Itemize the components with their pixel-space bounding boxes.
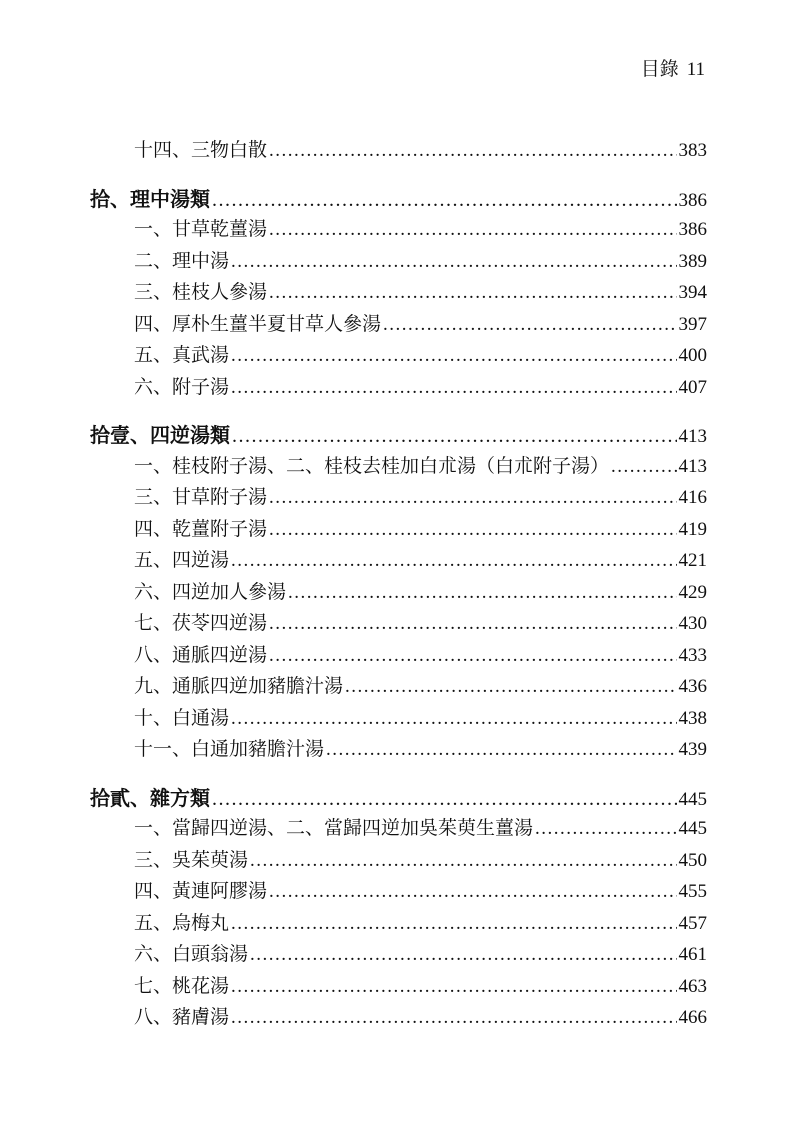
toc-category-label: 拾壹、四逆湯類 (90, 423, 230, 447)
toc-entry[interactable] (90, 1002, 707, 1034)
toc-entry-label: 四、厚朴生薑半夏甘草人參湯 (134, 312, 382, 335)
toc-category[interactable] (90, 782, 707, 814)
toc-entry-page: 438 (678, 707, 707, 729)
toc-entry-page: 436 (678, 676, 707, 697)
toc-entry[interactable] (90, 372, 707, 404)
toc-entry-page: 457 (678, 912, 707, 934)
toc-entry-page: 466 (678, 1007, 707, 1028)
dot-leader (535, 818, 676, 840)
toc-entry[interactable] (90, 876, 707, 908)
toc-entry[interactable] (90, 939, 707, 971)
toc-category-page: 445 (678, 788, 707, 810)
toc-category[interactable] (90, 419, 707, 451)
toc-entry-page: 383 (678, 140, 707, 161)
toc-entry-page: 429 (678, 581, 707, 603)
toc-entry[interactable] (90, 545, 707, 577)
toc-entry-page: 400 (678, 345, 707, 366)
toc-category-page: 413 (678, 426, 707, 447)
toc-entry-label: 七、茯苓四逆湯 (134, 612, 268, 634)
toc-entry-label: 七、桃花湯 (134, 974, 230, 997)
toc-entry[interactable] (90, 640, 707, 672)
toc-entry-label: 十四、三物白散 (134, 139, 268, 161)
toc-entry-page: 433 (678, 644, 707, 666)
toc-entry-page: 450 (678, 849, 707, 871)
dot-leader (269, 519, 676, 541)
toc-entry-page: 394 (678, 282, 707, 303)
toc-entry-label: 八、豬膚湯 (134, 1006, 230, 1028)
dot-leader (345, 676, 676, 698)
page-header (641, 54, 705, 81)
dot-leader (231, 251, 676, 273)
toc-entry-label: 五、烏梅丸 (134, 911, 230, 934)
dot-leader (212, 788, 677, 811)
header-page-number: 11 (686, 59, 705, 80)
dot-leader (231, 550, 676, 572)
dot-leader (231, 913, 676, 935)
toc-entry-label: 四、乾薑附子湯 (134, 517, 268, 540)
toc-entry-page: 389 (678, 250, 707, 272)
toc-entry[interactable] (90, 608, 707, 640)
dot-leader (269, 140, 676, 162)
toc-entry[interactable] (90, 246, 707, 278)
toc-entry-label: 三、吳茱萸湯 (134, 848, 249, 871)
dot-leader (269, 282, 676, 304)
toc-entry-label: 六、附子湯 (134, 375, 230, 398)
toc-entry-label: 八、通脈四逆湯 (134, 643, 268, 666)
toc-entry-page: 430 (678, 613, 707, 634)
dot-leader (231, 976, 676, 998)
dot-leader (288, 582, 676, 604)
toc-entry-page: 439 (678, 739, 707, 760)
toc-entry-page: 445 (678, 818, 707, 839)
toc-entry-label: 三、甘草附子湯 (134, 486, 268, 508)
toc-entry-label: 九、通脈四逆加豬膽汁湯 (134, 675, 344, 697)
toc-entry[interactable] (90, 734, 707, 766)
toc-entry-label: 十、白通湯 (134, 706, 230, 729)
toc-entry[interactable] (90, 214, 707, 246)
dot-leader (269, 613, 676, 635)
dot-leader (231, 345, 676, 367)
toc-entry[interactable] (90, 277, 707, 309)
dot-leader (231, 377, 676, 399)
toc-entry-page: 407 (678, 376, 707, 398)
toc-category-label: 拾、理中湯類 (90, 186, 210, 211)
toc-entry[interactable] (90, 908, 707, 940)
toc-entry-page: 386 (678, 219, 707, 240)
toc-entry[interactable] (90, 971, 707, 1003)
toc-entry-label: 二、理中湯 (134, 249, 230, 272)
toc-entry-page: 421 (678, 550, 707, 571)
toc-entry-label: 十一、白通加豬膽汁湯 (134, 738, 325, 760)
toc-entry-page: 413 (678, 455, 707, 477)
header-title: 目錄 (640, 58, 679, 80)
dot-leader (269, 645, 676, 667)
toc-entry[interactable] (90, 703, 707, 735)
toc-entry[interactable] (90, 340, 707, 372)
dot-leader (269, 487, 676, 509)
toc-entry[interactable] (90, 135, 707, 167)
toc-entry-label: 一、桂枝附子湯、二、桂枝去桂加白朮湯（白朮附子湯） (134, 454, 610, 477)
dot-leader (611, 456, 676, 478)
dot-leader (212, 189, 677, 212)
dot-leader (232, 425, 677, 448)
toc-entry[interactable] (90, 845, 707, 877)
dot-leader (269, 219, 676, 241)
toc-category[interactable] (90, 183, 707, 215)
dot-leader (269, 881, 676, 903)
toc-entry-page: 416 (678, 487, 707, 508)
dot-leader (250, 944, 676, 966)
toc-entry-label: 五、四逆湯 (134, 549, 230, 571)
toc-category-page: 386 (678, 189, 707, 211)
toc-entry-label: 六、白頭翁湯 (134, 943, 249, 965)
toc-category-label: 拾貳、雜方類 (90, 785, 210, 810)
toc-entry-label: 六、四逆加人參湯 (134, 580, 287, 603)
dot-leader (231, 708, 676, 730)
dot-leader (250, 850, 676, 872)
dot-leader (231, 1007, 676, 1029)
toc-entry-page: 455 (678, 881, 707, 902)
table-of-contents (90, 135, 707, 1034)
toc-entry-label: 四、黃連阿膠湯 (134, 880, 268, 902)
toc-entry[interactable] (90, 577, 707, 609)
toc-entry[interactable] (90, 671, 707, 703)
toc-entry-page: 463 (678, 975, 707, 997)
toc-entry-label: 三、桂枝人參湯 (134, 281, 268, 303)
toc-entry-label: 一、當歸四逆湯、二、當歸四逆加吳茱萸生薑湯 (134, 817, 534, 839)
toc-entry[interactable] (90, 514, 707, 546)
toc-entry-page: 397 (678, 313, 707, 335)
dot-leader (383, 314, 676, 336)
toc-entry[interactable] (90, 451, 707, 483)
toc-entry-label: 五、真武湯 (134, 344, 230, 366)
toc-entry-page: 419 (678, 518, 707, 540)
toc-entry[interactable] (90, 482, 707, 514)
toc-entry[interactable] (90, 309, 707, 341)
dot-leader (326, 739, 676, 761)
toc-entry[interactable] (90, 813, 707, 845)
toc-entry-label: 一、甘草乾薑湯 (134, 218, 268, 240)
toc-entry-page: 461 (678, 944, 707, 965)
